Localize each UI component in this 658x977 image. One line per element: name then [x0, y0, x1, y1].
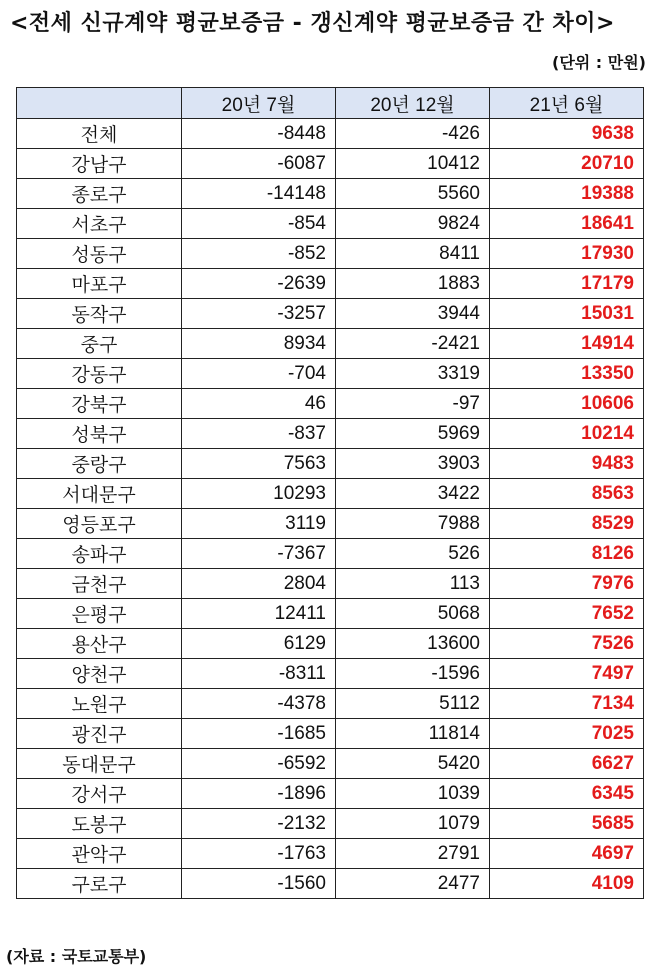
- jun21-cell: 5685: [490, 809, 644, 839]
- dec20-cell: 1039: [336, 779, 490, 809]
- dec20-cell: 5068: [336, 599, 490, 629]
- jun21-cell: 7976: [490, 569, 644, 599]
- region-cell: 중랑구: [17, 449, 182, 479]
- dec20-cell: 5420: [336, 749, 490, 779]
- jun21-cell: 7526: [490, 629, 644, 659]
- region-cell: 양천구: [17, 659, 182, 689]
- dec20-cell: 2791: [336, 839, 490, 869]
- source-note: (자료 : 국토교통부): [6, 947, 147, 966]
- jun21-cell: 15031: [490, 299, 644, 329]
- header-region: [17, 88, 182, 119]
- jul20-cell: -8448: [182, 119, 336, 149]
- jun21-cell: 10606: [490, 389, 644, 419]
- region-cell: 동작구: [17, 299, 182, 329]
- region-cell: 성북구: [17, 419, 182, 449]
- table-row: [17, 749, 644, 779]
- region-cell: 광진구: [17, 719, 182, 749]
- jul20-cell: 12411: [182, 599, 336, 629]
- jul20-cell: -7367: [182, 539, 336, 569]
- jun21-cell: 4697: [490, 839, 644, 869]
- table-row: [17, 239, 644, 269]
- jun21-cell: 7497: [490, 659, 644, 689]
- jul20-cell: -6087: [182, 149, 336, 179]
- jun21-cell: 10214: [490, 419, 644, 449]
- dec20-cell: 2477: [336, 869, 490, 899]
- region-cell: 강서구: [17, 779, 182, 809]
- region-cell: 강동구: [17, 359, 182, 389]
- table-body: [17, 119, 644, 899]
- jul20-cell: -1560: [182, 869, 336, 899]
- table-row: [17, 659, 644, 689]
- region-cell: 은평구: [17, 599, 182, 629]
- table-row: [17, 299, 644, 329]
- region-cell: 송파구: [17, 539, 182, 569]
- table-row: [17, 719, 644, 749]
- jun21-cell: 17179: [490, 269, 644, 299]
- region-cell: 종로구: [17, 179, 182, 209]
- region-cell: 서초구: [17, 209, 182, 239]
- dec20-cell: 3319: [336, 359, 490, 389]
- jun21-cell: 13350: [490, 359, 644, 389]
- jul20-cell: 7563: [182, 449, 336, 479]
- jul20-cell: -8311: [182, 659, 336, 689]
- table-row: [17, 119, 644, 149]
- jul20-cell: -2639: [182, 269, 336, 299]
- jul20-cell: -852: [182, 239, 336, 269]
- jun21-cell: 7652: [490, 599, 644, 629]
- region-cell: 관악구: [17, 839, 182, 869]
- dec20-cell: 5560: [336, 179, 490, 209]
- jul20-cell: 46: [182, 389, 336, 419]
- dec20-cell: 11814: [336, 719, 490, 749]
- table-row: [17, 809, 644, 839]
- jul20-cell: 6129: [182, 629, 336, 659]
- jun21-cell: 8126: [490, 539, 644, 569]
- header-dec20: 20년 12월: [336, 88, 490, 119]
- jun21-cell: 20710: [490, 149, 644, 179]
- region-cell: 영등포구: [17, 509, 182, 539]
- jul20-cell: -1896: [182, 779, 336, 809]
- table-row: [17, 599, 644, 629]
- table-row: [17, 179, 644, 209]
- header-jun21: 21년 6월: [490, 88, 644, 119]
- jul20-cell: -14148: [182, 179, 336, 209]
- header-jul20: 20년 7월: [182, 88, 336, 119]
- jun21-cell: 7025: [490, 719, 644, 749]
- jul20-cell: -704: [182, 359, 336, 389]
- table-row: [17, 389, 644, 419]
- dec20-cell: 13600: [336, 629, 490, 659]
- region-cell: 금천구: [17, 569, 182, 599]
- jun21-cell: 7134: [490, 689, 644, 719]
- page-title: <전세 신규계약 평균보증금 - 갱신계약 평균보증금 간 차이>: [10, 11, 615, 36]
- jul20-cell: 2804: [182, 569, 336, 599]
- jun21-cell: 14914: [490, 329, 644, 359]
- region-cell: 전체: [17, 119, 182, 149]
- jul20-cell: -2132: [182, 809, 336, 839]
- unit-label: (단위 : 만원): [552, 53, 646, 72]
- jul20-cell: -3257: [182, 299, 336, 329]
- table-row: [17, 539, 644, 569]
- dec20-cell: -2421: [336, 329, 490, 359]
- table-row: [17, 419, 644, 449]
- deposit-difference-table: [16, 87, 644, 899]
- region-cell: 노원구: [17, 689, 182, 719]
- dec20-cell: -97: [336, 389, 490, 419]
- jun21-cell: 17930: [490, 239, 644, 269]
- region-cell: 도봉구: [17, 809, 182, 839]
- jul20-cell: 3119: [182, 509, 336, 539]
- jul20-cell: -854: [182, 209, 336, 239]
- dec20-cell: -1596: [336, 659, 490, 689]
- jun21-cell: 9638: [490, 119, 644, 149]
- jul20-cell: -837: [182, 419, 336, 449]
- jul20-cell: 10293: [182, 479, 336, 509]
- jun21-cell: 18641: [490, 209, 644, 239]
- table-row: [17, 569, 644, 599]
- jun21-cell: 6345: [490, 779, 644, 809]
- table-row: [17, 209, 644, 239]
- region-cell: 용산구: [17, 629, 182, 659]
- region-cell: 마포구: [17, 269, 182, 299]
- region-cell: 강남구: [17, 149, 182, 179]
- jul20-cell: -4378: [182, 689, 336, 719]
- table-row: [17, 689, 644, 719]
- jun21-cell: 8529: [490, 509, 644, 539]
- table-row: [17, 359, 644, 389]
- region-cell: 서대문구: [17, 479, 182, 509]
- table-row: [17, 269, 644, 299]
- dec20-cell: 8411: [336, 239, 490, 269]
- jun21-cell: 8563: [490, 479, 644, 509]
- jun21-cell: 6627: [490, 749, 644, 779]
- header-row: [17, 88, 644, 119]
- dec20-cell: 5969: [336, 419, 490, 449]
- dec20-cell: 1079: [336, 809, 490, 839]
- dec20-cell: 5112: [336, 689, 490, 719]
- table-row: [17, 329, 644, 359]
- jul20-cell: -1685: [182, 719, 336, 749]
- dec20-cell: 526: [336, 539, 490, 569]
- jun21-cell: 19388: [490, 179, 644, 209]
- dec20-cell: 3903: [336, 449, 490, 479]
- table-row: [17, 149, 644, 179]
- region-cell: 중구: [17, 329, 182, 359]
- dec20-cell: 7988: [336, 509, 490, 539]
- table-row: [17, 479, 644, 509]
- jul20-cell: 8934: [182, 329, 336, 359]
- jun21-cell: 4109: [490, 869, 644, 899]
- jul20-cell: -6592: [182, 749, 336, 779]
- dec20-cell: 10412: [336, 149, 490, 179]
- table-row: [17, 779, 644, 809]
- table-row: [17, 449, 644, 479]
- dec20-cell: -426: [336, 119, 490, 149]
- region-cell: 강북구: [17, 389, 182, 419]
- region-cell: 동대문구: [17, 749, 182, 779]
- dec20-cell: 9824: [336, 209, 490, 239]
- region-cell: 성동구: [17, 239, 182, 269]
- jun21-cell: 9483: [490, 449, 644, 479]
- table-row: [17, 869, 644, 899]
- table-row: [17, 629, 644, 659]
- table-row: [17, 509, 644, 539]
- dec20-cell: 3944: [336, 299, 490, 329]
- dec20-cell: 1883: [336, 269, 490, 299]
- dec20-cell: 3422: [336, 479, 490, 509]
- region-cell: 구로구: [17, 869, 182, 899]
- dec20-cell: 113: [336, 569, 490, 599]
- jul20-cell: -1763: [182, 839, 336, 869]
- table-row: [17, 839, 644, 869]
